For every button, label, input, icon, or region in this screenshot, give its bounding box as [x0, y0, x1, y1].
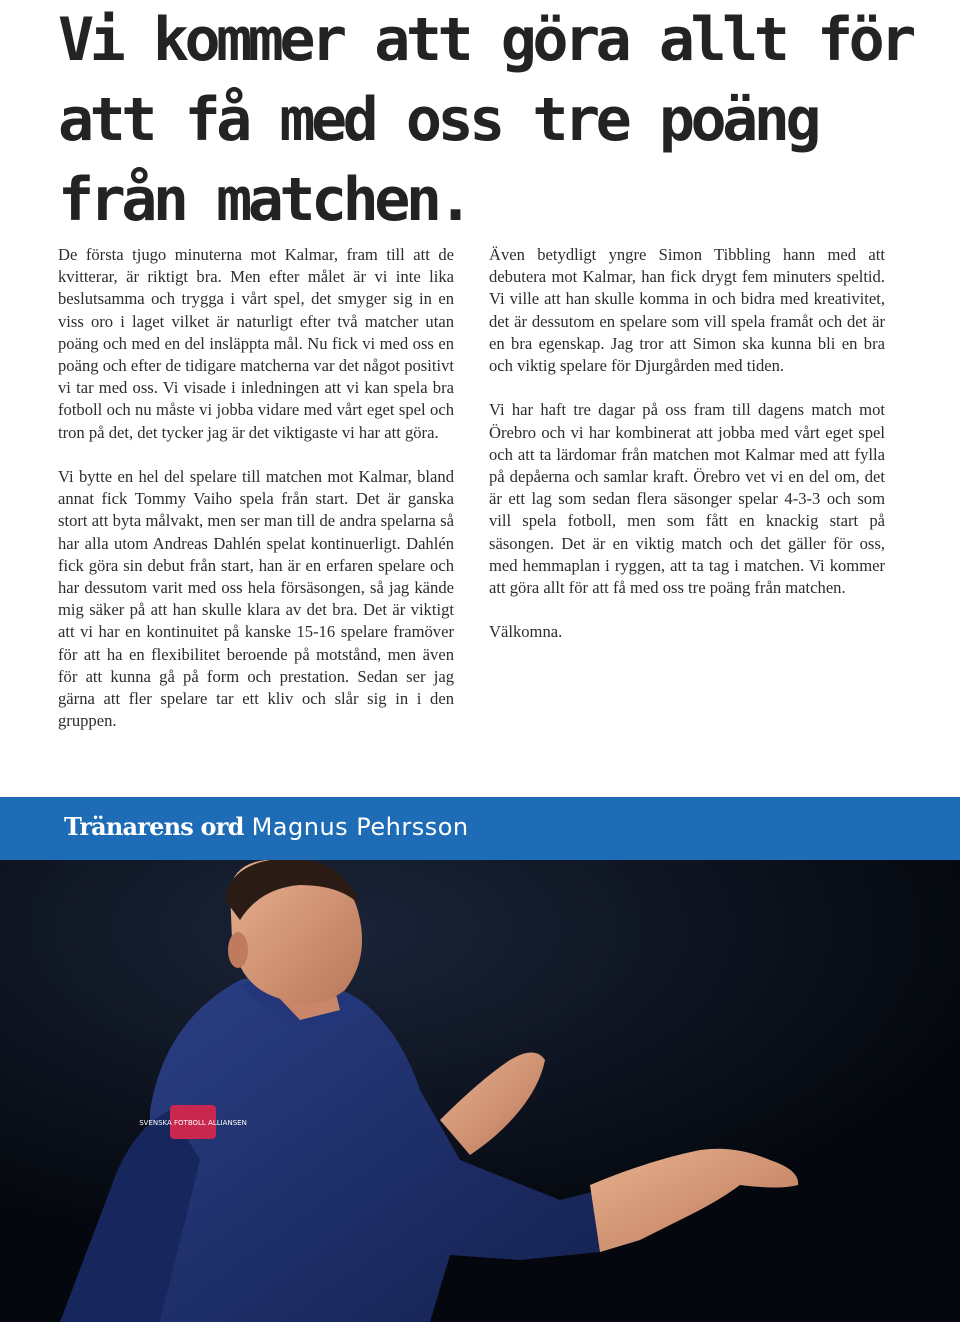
- banner-title: [64, 813, 469, 842]
- article-paragraph: Vi bytte en hel del spelare till matchen mot Kalmar, bland annat fick Tommy Vaiho spela från start. Det är ganska stort att byta målvakt, men ser man till de andra spelarna så har alla utom Andreas Dahlén spelat kontinuerligt. Dahlén fick göra sin debut från start, han är en erfaren spelare och har dessutom varit med oss hela försäsongen, så jag kände mig säker på att han skulle klara av det bra. Det är viktigt att vi har en kontinuitet på kanske 15-16 spelare framöver för att ha en flexibilitet beroende på motstånd, men även för att kunna gå på form och prestation. Sedan ser jag gärna att fler spelare tar ett kliv och slår sig in i den gruppen.: [58, 467, 454, 731]
- article-paragraph: Vi har haft tre dagar på oss fram till dagens match mot Örebro och vi har kombinerat att jobba med vårt eget spel och att ta lärdomar från matchen mot Kalmar med att fylla på depåerna och samlar kraft. Örebro vet vi en del om, det är ett lag som sedan flera säsonger spelar 4-3-3 och som vill spela fotboll, men som fått en knackig start på säsongen. Det är en viktig match och det gäller för oss, med hemmaplan i ryggen, att ta tag i matchen. Vi kommer att göra allt för att få med oss tre poäng från matchen.: [489, 400, 885, 598]
- banner-author-name: Magnus Pehrsson: [251, 813, 469, 841]
- article-paragraph: Även betydligt yngre Simon Tibbling hann med att debutera mot Kalmar, han fick drygt fem minuters speltid. Vi ville att han skulle komma in och bidra med kreativitet, det är dessutom en spelare som vill spela framåt och det är en bra egenskap. Jag tror att Simon ska kunna bli en bra och viktig spelare för Djurgården med tiden.: [489, 245, 885, 376]
- article-left-column: [58, 244, 454, 755]
- coach-photo-illustration: [0, 860, 960, 1322]
- coach-photo: [0, 860, 960, 1322]
- article-paragraph: De första tjugo minuterna mot Kalmar, fram till att de kvitterar, är riktigt bra. Men efter målet är vi inte lika beslutsamma och trygga i vårt spel, det smyger sig in en viss oro i laget vilket är naturligt efter två matcher utan poäng och med en del insläppta mål. Nu fick vi med oss en poäng och efter de tidigare matcherna var det något positivt vi tar med oss. Vi visade i inledningen att vi kan spela bra fotboll och nu måste vi jobba vidare med vårt eget spel och tron på det, det tycker jag är det viktigaste vi har att göra.: [58, 245, 454, 442]
- article-right-column: [489, 244, 885, 666]
- article-signoff: Välkomna.: [489, 622, 563, 642]
- jacket-badge-text: SVENSKA FOTBOLL ALLIANSEN: [139, 1119, 247, 1127]
- banner-label: Tränarens ord: [64, 812, 244, 841]
- section-banner: [0, 797, 960, 860]
- article-headline: Vi kommer att göra allt för att få med oss tre poäng från matchen.: [58, 5, 912, 235]
